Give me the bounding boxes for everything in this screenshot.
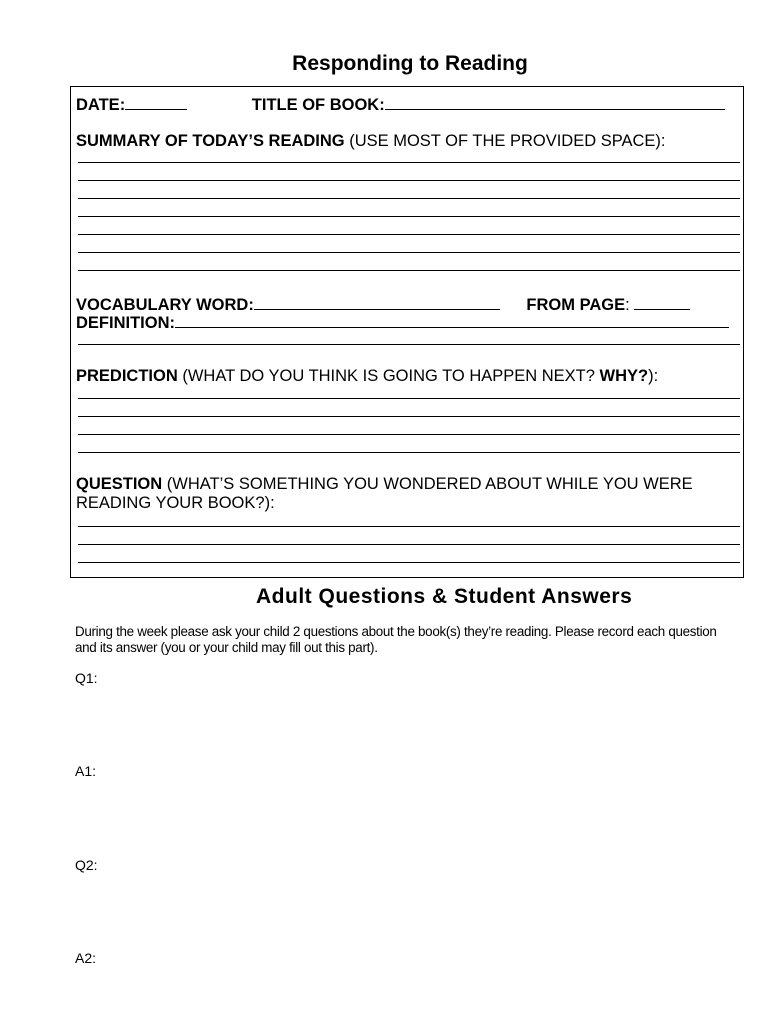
definition-row xyxy=(76,313,729,333)
answer-line xyxy=(78,216,740,217)
a2-label: A2: xyxy=(75,950,97,966)
date-label: DATE: xyxy=(76,96,126,114)
adult-section-heading: Adult Questions & Student Answers xyxy=(256,585,633,608)
reading-response-form xyxy=(70,86,744,578)
adult-section-instructions: During the week please ask your child 2 questions about the book(s) they’re reading. Please record each question and its answer (you or your child may fill out this part). xyxy=(75,624,717,655)
answer-line xyxy=(78,270,740,271)
a1-label: A1: xyxy=(75,763,97,779)
answer-line xyxy=(78,162,740,163)
page-title: Responding to Reading xyxy=(292,52,528,75)
definition-field[interactable] xyxy=(175,313,729,328)
answer-line xyxy=(78,434,740,435)
prediction-hint-end: ): xyxy=(648,367,659,385)
title-of-book-label: TITLE OF BOOK: xyxy=(251,96,385,114)
prediction-why: WHY? xyxy=(599,367,649,385)
prediction-hint: (WHAT DO YOU THINK IS GOING TO HAPPEN NEXT? xyxy=(182,367,595,385)
date-title-row xyxy=(76,95,725,115)
answer-line xyxy=(78,198,740,199)
answer-line xyxy=(78,416,740,417)
from-page-colon: : xyxy=(625,296,630,314)
answer-line xyxy=(78,234,740,235)
answer-line xyxy=(78,180,740,181)
answer-line xyxy=(78,452,740,453)
answer-line xyxy=(78,398,740,399)
from-page-field[interactable] xyxy=(634,295,690,310)
prediction-prompt xyxy=(76,367,658,386)
definition-extra-line[interactable] xyxy=(78,344,740,345)
vocabulary-row xyxy=(76,295,690,315)
from-page-label: FROM PAGE xyxy=(526,296,626,314)
question-hint-line2: READING YOUR BOOK?): xyxy=(76,494,275,512)
definition-label: DEFINITION: xyxy=(76,314,175,332)
summary-hint: (USE MOST OF THE PROVIDED SPACE): xyxy=(349,132,666,150)
vocabulary-word-field[interactable] xyxy=(254,295,500,310)
q2-label: Q2: xyxy=(75,857,98,873)
prediction-label: PREDICTION xyxy=(76,367,178,385)
summary-label: SUMMARY OF TODAY’S READING xyxy=(76,132,345,150)
q1-label: Q1: xyxy=(75,670,98,686)
title-of-book-field[interactable] xyxy=(385,95,725,110)
vocabulary-word-label: VOCABULARY WORD: xyxy=(76,296,254,314)
question-hint-line1: (WHAT’S SOMETHING YOU WONDERED ABOUT WHILE YOU WERE xyxy=(166,475,693,493)
question-label: QUESTION xyxy=(76,475,163,493)
answer-line xyxy=(78,252,740,253)
answer-line xyxy=(78,544,740,545)
question-prompt xyxy=(76,475,693,494)
summary-prompt xyxy=(76,132,666,151)
answer-line xyxy=(78,562,740,563)
answer-line xyxy=(78,526,740,527)
date-field[interactable] xyxy=(125,95,187,110)
